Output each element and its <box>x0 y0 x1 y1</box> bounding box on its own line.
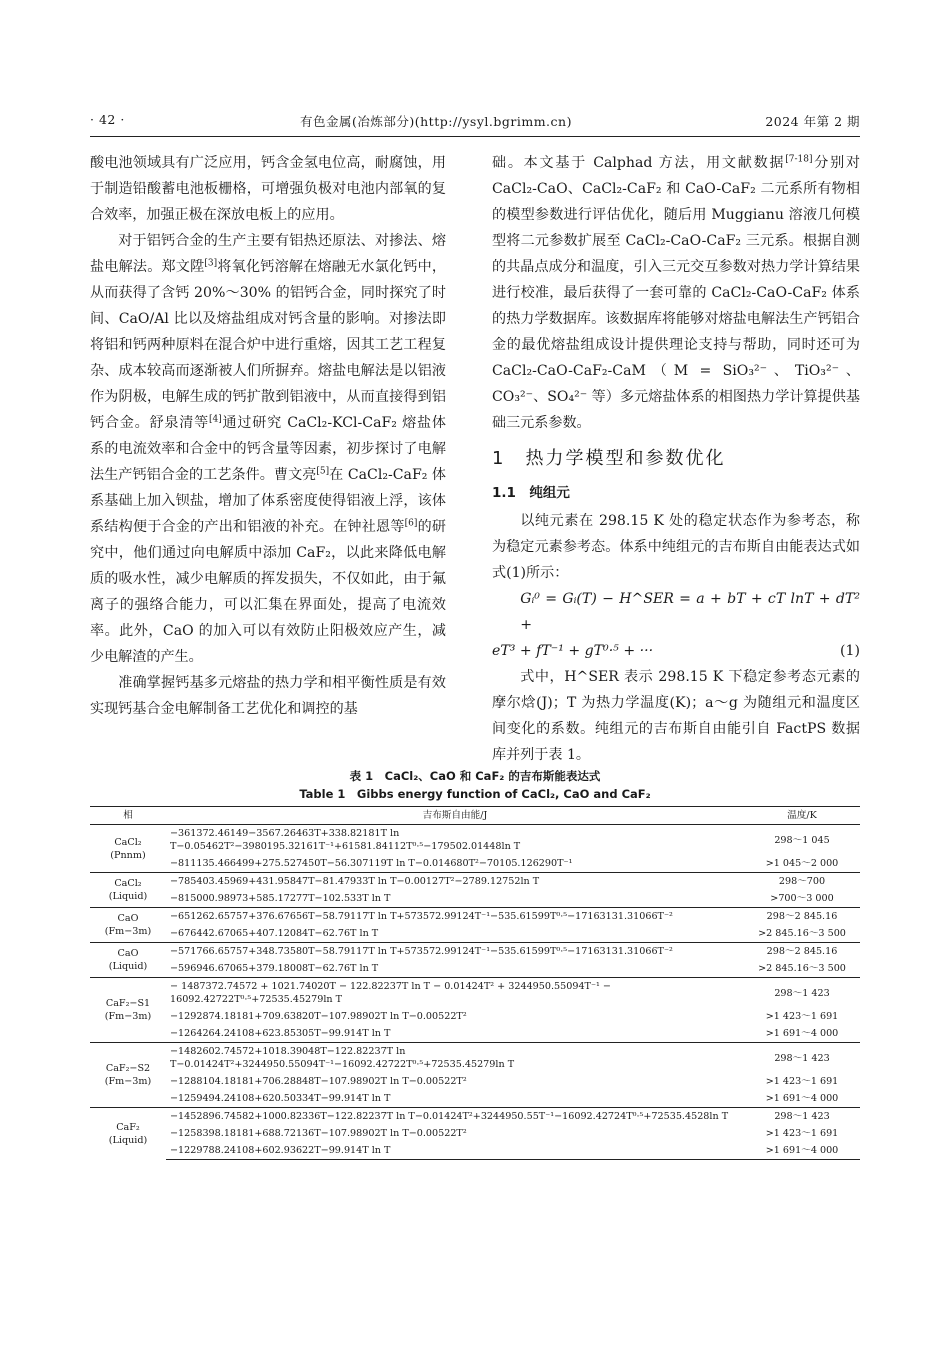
citation[interactable]: [6] <box>404 518 418 529</box>
table-caption-en: Table 1 Gibbs energy function of CaCl₂, CaO and CaF₂ <box>299 787 651 801</box>
text-run: 通过研究 CaCl₂-KCl-CaF₂ 熔盐体系的电流效率和合金中的钙含量等因素，初步探讨了电解法生产钙铝合金的工艺条件。曹文亮 <box>90 415 447 483</box>
temperature-range: >1 045～2 000 <box>765 858 839 869</box>
phase-structure: (Fm−3m) <box>104 1076 152 1087</box>
table-row <box>90 960 860 978</box>
gibbs-expression: −785403.45969+431.95847T−81.47933T ln T−0.00127T²−2789.12752ln T <box>166 873 744 891</box>
table-body <box>90 825 860 1160</box>
journal-title: 有色金属(冶炼部分)(http://ysyl.bgrimm.cn) <box>300 114 572 129</box>
table-row <box>90 925 860 943</box>
phase-name: CaO <box>117 948 139 959</box>
text-run: 对于铝钙合金的生产主要有铝热还原法、对掺法、熔盐电解法。郑文陞 <box>90 233 446 275</box>
phase-structure: (Fm−3m) <box>104 1011 152 1022</box>
gibbs-expression: −1482602.74572+1018.39048T−122.82237T ln T−0.01424T²+3244950.55094T⁻¹−16092.42722T⁰·⁵+72535.45279ln T <box>166 1043 744 1074</box>
paragraph: 以纯元素在 298.15 K 处的稳定状态作为参考态，称为稳定元素参考态。体系中纯组元的吉布斯自由能表达式如式(1)所示： <box>492 513 860 581</box>
gibbs-expression: −1258398.18181+688.72136T−107.98902T ln T−0.00522T² <box>170 1128 467 1139</box>
table-caption-cn: 表 1 CaCl₂、CaO 和 CaF₂ 的吉布斯能表达式 <box>349 769 601 783</box>
phase-structure: (Pnnm) <box>110 849 146 861</box>
gibbs-energy-table <box>90 806 860 1160</box>
issue-label: 2024 年第 2 期 <box>765 114 860 129</box>
left-column <box>90 150 446 722</box>
column-header-phase: 相 <box>90 807 166 825</box>
gibbs-expression: −811135.466499+275.527450T−56.307119T ln T−0.014680T²−70105.126290T⁻¹ <box>170 858 573 869</box>
temperature-range: 298～1 423 <box>744 1043 860 1074</box>
phase-name: CaF₂ <box>116 1121 140 1133</box>
temperature-range: 298～1 045 <box>744 825 860 856</box>
gibbs-expression: −1259494.24108+620.50334T−99.914T ln T <box>170 1093 391 1104</box>
table-row <box>90 978 860 1009</box>
header-rule <box>90 136 860 137</box>
temperature-range: 298～700 <box>744 873 860 891</box>
gibbs-expression: −1292874.18181+709.63820T−107.98902T ln T−0.00522T² <box>170 1011 467 1022</box>
phase-cell <box>90 978 166 1043</box>
phase-cell <box>90 908 166 943</box>
gibbs-expression: −1452896.74582+1000.82336T−122.82237T ln T−0.01424T²+3244950.55T⁻¹−16092.42724T⁰·⁵+72535.4528ln T <box>166 1108 744 1126</box>
table-header-row <box>90 807 860 825</box>
gibbs-expression: −815000.98973+585.17277T−102.533T ln T <box>170 893 391 904</box>
equation-number: (1) <box>840 643 860 659</box>
phase-cell <box>90 1043 166 1108</box>
text-run: 础。本文基于 Calphad 方法，用文献数据 <box>492 155 786 171</box>
phase-cell <box>90 943 166 978</box>
phase-structure: (Liquid) <box>108 961 148 972</box>
table-row <box>90 1142 860 1160</box>
temperature-range: >1 423～1 691 <box>765 1128 839 1139</box>
temperature-range: >1 423～1 691 <box>765 1076 839 1087</box>
table-row <box>90 1025 860 1043</box>
citation[interactable]: [4] <box>208 414 222 425</box>
temperature-range: >1 691～4 000 <box>744 1142 860 1160</box>
phase-cell <box>90 873 166 908</box>
paragraph: 酸电池领域具有广泛应用，钙含金氢电位高，耐腐蚀，用于制造铅酸蓄电池板栅格，可增强负极对电池内部氧的复合效率，加强正极在深放电板上的应用。 <box>90 155 446 223</box>
table-row <box>90 855 860 873</box>
temperature-range: 298～1 423 <box>744 1108 860 1126</box>
temperature-range: >1 423～1 691 <box>765 1011 839 1022</box>
temperature-range: 298～2 845.16 <box>744 908 860 926</box>
paragraph <box>492 150 860 436</box>
phase-structure: (Liquid) <box>108 891 148 902</box>
temperature-range: >700～3 000 <box>770 893 834 904</box>
gibbs-expression: −1288104.18181+706.28848T−107.98902T ln T−0.00522T² <box>170 1076 467 1087</box>
subsection-heading: 1.1 纯组元 <box>492 485 570 501</box>
gibbs-expression: −571766.65757+348.73580T−58.79117T ln T+573572.99124T⁻¹−535.61599T⁰·⁵−17163131.31066T⁻² <box>166 943 744 961</box>
table-row <box>90 908 860 926</box>
phase-name: CaCl₂ <box>114 878 142 889</box>
phase-name: CaF₂−S1 <box>105 998 151 1009</box>
column-header-gibbs: 吉布斯自由能/J <box>166 807 744 825</box>
gibbs-expression: −1264264.24108+623.85305T−99.914T ln T <box>170 1028 391 1039</box>
paragraph: 准确掌握钙基多元熔盐的热力学和相平衡性质是有效实现钙基合金电解制备工艺优化和调控的基 <box>90 675 446 717</box>
equation-line-1: Gᵢ⁰ = Gᵢ(T) − H^SER = a + bT + cT lnT + dT² + <box>520 591 860 633</box>
table-row <box>90 1073 860 1090</box>
phase-structure: (Fm−3m) <box>104 926 152 937</box>
gibbs-expression: −596946.67065+379.18008T−62.76T ln T <box>170 963 379 974</box>
text-run: 将氧化钙溶解在熔融无水氯化钙中，从而获得了含钙 20%～30% 的铝钙合金，同时探究了时间、CaO/Al 比以及熔盐组成对钙含量的影响。对掺法即将铝和钙两种原料在混合炉中进行重熔，因其工艺工程复杂、成本较高而逐渐被人们所摒弃。熔盐电解法是以铝液作为阴极，电解生成的钙扩散到铝液中，从而直接得到铝钙合金。舒泉清等 <box>90 259 447 431</box>
temperature-range: >1 691～4 000 <box>765 1028 839 1039</box>
gibbs-expression: −676442.67065+407.12084T−62.76T ln T <box>170 928 379 939</box>
citation[interactable]: [5] <box>316 466 330 477</box>
phase-name: CaO <box>117 913 139 924</box>
table-row <box>90 1108 860 1126</box>
citation[interactable]: [7-18] <box>785 154 813 165</box>
temperature-range: 298～1 423 <box>744 978 860 1009</box>
equation-line-2 <box>492 638 860 664</box>
phase-cell <box>90 825 166 873</box>
temperature-range: >2 845.16～3 500 <box>758 928 846 939</box>
gibbs-expression: − 1487372.74572 + 1021.74020T − 122.82237T ln T − 0.01424T² + 3244950.55094T⁻¹ − 16092.42722T⁰·⁵+72535.45279ln T <box>166 978 744 1009</box>
gibbs-expression: −1229788.24108+602.93622T−99.914T ln T <box>166 1142 744 1160</box>
gibbs-expression: −361372.46149−3567.26463T+338.82181T ln T−0.05462T²−3980195.32161T⁻¹+61581.84112T⁰·⁵−179502.01448ln T <box>166 825 744 856</box>
temperature-range: 298～2 845.16 <box>744 943 860 961</box>
table-row <box>90 1090 860 1108</box>
table-row <box>90 1125 860 1142</box>
text-run: 的研究中，他们通过向电解质中添加 CaF₂，以此来降低电解质的吸水性，减少电解质的挥发损失，不仅如此，由于氟离子的强络合能力，可以汇集在界面处，提高了电流效率。此外，CaO 的加入可以有效防止阳极效应产生，减少电解渣的产生。 <box>90 519 447 665</box>
text-run: 分别对 CaCl₂-CaO、CaCl₂-CaF₂ 和 CaO-CaF₂ 二元系所有物相的模型参数进行评估优化，随后用 Muggianu 溶液几何模型将二元参数扩展至 CaCl₂-CaO-CaF₂ 三元系。根据自测的共晶点成分和温度，引入三元交互参数对热力学计算结果进行校准，最后获得了一套可靠的 CaCl₂-CaO-CaF₂ 体系的热力学数据库。该数据库将能够对熔盐电解法生产钙铝合金的最优熔盐组成设计提供理论支持与帮助，同时还可为 CaCl₂-CaO-CaF₂-CaM（M = SiO₃²⁻、TiO₃²⁻、CO₃²⁻、SO₄²⁻ 等）多元熔盐体系的相图热力学计算提供基础三元系参数。 <box>492 155 861 431</box>
phase-structure: (Liquid) <box>108 1134 148 1146</box>
table-row <box>90 825 860 856</box>
column-header-temperature: 温度/K <box>744 807 860 825</box>
table-row <box>90 1043 860 1074</box>
equation-text: eT³ + fT⁻¹ + gT⁰·⁵ + ··· <box>492 643 654 659</box>
table-row <box>90 1008 860 1025</box>
table-row <box>90 943 860 961</box>
phase-cell <box>90 1108 166 1160</box>
paragraph <box>90 228 446 670</box>
table-row <box>90 890 860 908</box>
temperature-range: >2 845.16～3 500 <box>758 963 846 974</box>
table-row <box>90 873 860 891</box>
citation[interactable]: [3] <box>204 258 218 269</box>
phase-name: CaCl₂ <box>114 836 142 848</box>
gibbs-expression: −651262.65757+376.67656T−58.79117T ln T+573572.99124T⁻¹−535.61599T⁰·⁵−17163131.31066T⁻² <box>166 908 744 926</box>
section-heading: 1 热力学模型和参数优化 <box>492 448 726 469</box>
text-run: 在 CaCl₂-CaF₂ 体系基础上加入钡盐，增加了体系密度使得铝液上浮，该体系结构便于合金的产出和铝液的补充。在钟社恩等 <box>90 467 446 535</box>
right-column <box>492 150 860 768</box>
page-number: · 42 · <box>90 112 125 127</box>
paragraph: 式中，H^SER 表示 298.15 K 下稳定参考态元素的摩尔焓(J)；T 为热力学温度(K)；a～g 为随组元和温度区间变化的系数。纯组元的吉布斯自由能引自 FactPS 数据库并列于表 1。 <box>492 669 860 763</box>
phase-name: CaF₂−S2 <box>105 1063 151 1074</box>
temperature-range: >1 691～4 000 <box>765 1093 839 1104</box>
